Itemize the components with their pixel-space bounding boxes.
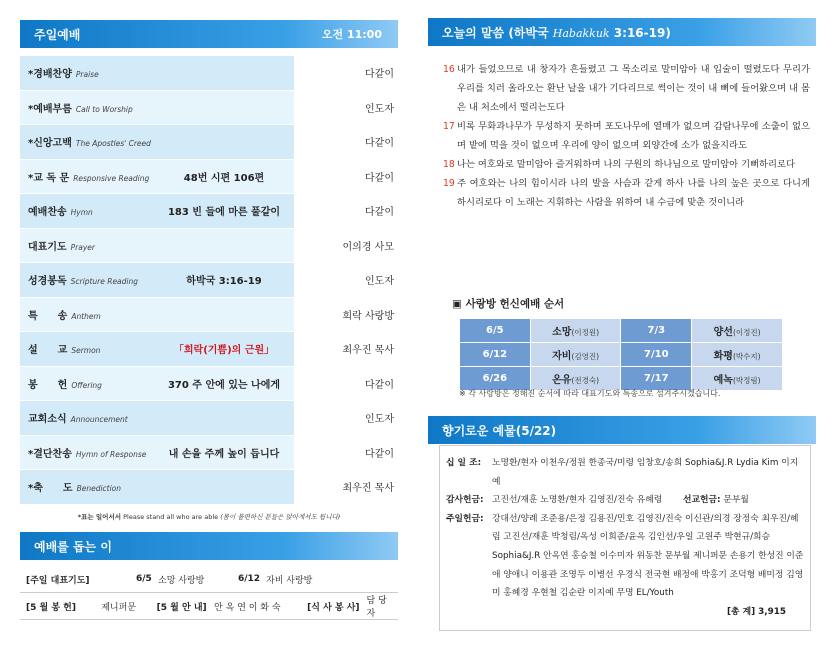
- scripture-header: [428, 18, 816, 46]
- worship-time: 오전 11:00: [321, 28, 382, 41]
- verse-text: 주 여호와는 나의 힘이시라 나의 발을 사슴과 같게 하사 나를 나의 높은 곳으로 다니게 하시리로다 이 노래는 지휘하는 사람을 위하여 내 수금에 맞춘 것이니라: [457, 178, 810, 208]
- verse: [443, 60, 810, 117]
- item-leader: 이의경 사모: [294, 228, 398, 263]
- schedule-date: 7/10: [621, 343, 692, 367]
- item-detail: 내 손을 주께 높이 듭니다: [154, 435, 294, 470]
- item-english: Praise: [75, 70, 99, 80]
- worship-title: 주일예배: [34, 27, 81, 42]
- item-detail: [154, 470, 294, 505]
- item-detail: [154, 90, 294, 125]
- item-leader: 다같이: [294, 159, 398, 194]
- item-leader: 다같이: [294, 56, 398, 90]
- schedule-note: ※ 각 사랑방은 정해진 순서에 따라 대표기도와 특송으로 섬겨주시겠습니다.: [459, 389, 721, 398]
- item-english: Responsive Reading: [73, 173, 150, 183]
- item-english: Benediction: [76, 484, 122, 494]
- worship-row: [20, 125, 398, 160]
- schedule-date: 6/12: [460, 343, 531, 367]
- worship-row: [20, 228, 398, 263]
- verse-number: 16: [443, 64, 455, 75]
- item-detail: [154, 401, 294, 436]
- worship-row: [20, 366, 398, 401]
- schedule-group: 화평(박수지): [692, 343, 783, 367]
- worship-row: [20, 56, 398, 90]
- worship-row: [20, 470, 398, 505]
- item-title: 교회소식: [28, 414, 67, 426]
- item-title: 설 교: [28, 345, 68, 357]
- item-leader: 인도자: [294, 263, 398, 298]
- item-leader: 희락 사랑방: [294, 297, 398, 332]
- item-english: Scripture Reading: [70, 277, 139, 287]
- helpers-service-row: [5 월 봉 헌] 제니퍼문 [5 월 안 내] 안 옥 연 이 화 숙 [식 사 봉 사] 담 당 자: [20, 593, 398, 620]
- worship-row: [20, 194, 398, 229]
- item-detail: [154, 228, 294, 263]
- item-english: Anthem: [71, 311, 101, 321]
- item-title: *예배부름: [28, 103, 72, 115]
- thanks-row: 감사헌금: 고진선/재훈 노명환/현자 김영진/진숙 유혜령 선교헌금: 문부월: [446, 495, 749, 506]
- item-title: 대표기도: [28, 241, 67, 253]
- item-english: Prayer: [70, 242, 95, 252]
- item-english: Offering: [71, 380, 102, 390]
- item-leader: 최우진 목사: [294, 470, 398, 505]
- item-detail: [154, 56, 294, 90]
- verse: [443, 117, 810, 155]
- schedule-date: 7/3: [621, 319, 692, 343]
- schedule-table: [459, 318, 783, 391]
- item-detail: 하박국 3:16-19: [154, 263, 294, 298]
- item-leader: 인도자: [294, 401, 398, 436]
- offering-title: 향기로운 예물(5/22): [442, 423, 557, 438]
- item-leader: 다같이: [294, 194, 398, 229]
- order-of-worship: [20, 56, 398, 505]
- verse-text: 내가 들었으므로 내 창자가 흔들렸고 그 목소리로 말미암아 내 입술이 떨렸도다 무리가 우리를 치러 올라오는 환난 날을 내가 기다리므로 썩이는 것이 내 뼈에 들어왔으며 내 몸은 내 처소에서 떨리는도다: [457, 64, 810, 113]
- item-title: *경배찬양: [28, 69, 72, 81]
- helpers-section: [20, 564, 398, 620]
- worship-row: [20, 90, 398, 125]
- schedule-group: 양선(이정진): [692, 319, 783, 343]
- item-leader: 다같이: [294, 125, 398, 160]
- schedule-group: 온유(전경숙): [530, 367, 621, 391]
- item-english: Sermon: [71, 346, 101, 356]
- offering-header: [428, 416, 816, 444]
- sunday-row: 주일헌금: 강대선/양례 조준용/은정 김용진/민호 김영진/진숙 이신관/의경 장정숙 최우진/혜림 고진선/재훈 박청림/옥성 이희준/윤옥 김인선/우일 고원주 박현규/희승 Sophia&J.R 안옥연 홍승철 이수미자 위동찬 문부월 제니퍼문 손용기 한성진 이준애 양애니 이용관 조명두 이병선 우경식 전국현 배정애 박홍기 조덕형 배미정 김영미 홍혜경 우현철 김순란 이지예 무명 EL/Youth: [446, 513, 804, 599]
- schedule-date: 6/5: [460, 319, 531, 343]
- schedule-group: 소망(이정원): [530, 319, 621, 343]
- stand-note: *표는 일어서서 Please stand all who are able (몸이 불편하신 분들은 앉아계셔도 됩니다): [77, 513, 341, 521]
- verse: [443, 155, 810, 174]
- item-title: *신앙고백: [28, 138, 72, 150]
- item-detail: 48번 시편 106편: [154, 159, 294, 194]
- verse-number: 19: [443, 178, 455, 189]
- item-detail: 183 빈 들에 마른 풀같이: [154, 194, 294, 229]
- tithe-row: 십 일 조: 노명환/현자 이천우/정원 한종국/미령 임창호/송희 Sophia&J.R Lydia Kim 이지예: [446, 458, 799, 487]
- offering-total: [총 계] 3,915: [727, 606, 786, 617]
- worship-row: [20, 435, 398, 470]
- schedule-date: 7/17: [621, 367, 692, 391]
- schedule-date: 6/26: [460, 367, 531, 391]
- worship-row: [20, 401, 398, 436]
- worship-row: [20, 159, 398, 194]
- helpers-header: [20, 532, 398, 560]
- item-detail: [154, 297, 294, 332]
- item-english: Call to Worship: [75, 104, 133, 114]
- scripture-ref: 3:16-19): [613, 25, 671, 40]
- verse-text: 비록 무화과나무가 무성하지 못하며 포도나무에 열매가 없으며 감람나무에 소출이 없으며 밭에 먹을 것이 없으며 우리에 양이 없으며 외양간에 소가 없을지라도: [457, 121, 810, 151]
- item-english: Hymn: [70, 208, 93, 218]
- verse-number: 18: [443, 159, 455, 170]
- helpers-prayer-row: [주일 대표기도] 6/5 소망 사랑방 6/12 자비 사랑방: [20, 566, 398, 593]
- item-detail: 370 주 안에 있는 나에게: [154, 366, 294, 401]
- item-title: *교 독 문: [28, 172, 70, 184]
- schedule-row: [460, 343, 783, 367]
- item-title: 예배찬송: [28, 207, 67, 219]
- offering-list: [439, 445, 811, 631]
- item-english: The Apostles' Creed: [75, 139, 151, 149]
- worship-row: [20, 297, 398, 332]
- worship-row: [20, 332, 398, 367]
- item-title: *축 도: [28, 483, 73, 495]
- verse: [443, 174, 810, 212]
- item-detail: [154, 125, 294, 160]
- item-title: 성경봉독: [28, 276, 67, 288]
- schedule-row: [460, 319, 783, 343]
- scripture-title: 오늘의 말씀 (하박국: [442, 25, 549, 40]
- verse-text: 나는 여호와로 말미암아 즐거워하며 나의 구원의 하나님으로 말미암아 기뻐하리로다: [457, 159, 795, 170]
- worship-row: [20, 263, 398, 298]
- schedule-row: [460, 367, 783, 391]
- item-title: *결단찬송: [28, 448, 72, 460]
- item-leader: 인도자: [294, 90, 398, 125]
- item-title: 봉 헌: [28, 379, 68, 391]
- item-leader: 다같이: [294, 435, 398, 470]
- item-leader: 다같이: [294, 366, 398, 401]
- schedule-group: 예녹(박정림): [692, 367, 783, 391]
- helpers-title: 예배를 돕는 이: [34, 539, 112, 554]
- worship-header: [20, 20, 398, 48]
- schedule-title: ▣ 사랑방 헌신예배 순서: [452, 298, 565, 310]
- item-leader: 최우진 목사: [294, 332, 398, 367]
- scripture-text: [443, 60, 810, 212]
- item-detail: 「희락(기쁨)의 근원」: [154, 332, 294, 367]
- item-english: Announcement: [70, 415, 128, 425]
- verse-number: 17: [443, 121, 455, 132]
- item-english: Hymn of Response: [75, 449, 147, 459]
- schedule-group: 자비(김영진): [530, 343, 621, 367]
- scripture-book-en: Habakkuk: [552, 26, 610, 40]
- item-title: 특 송: [28, 310, 68, 322]
